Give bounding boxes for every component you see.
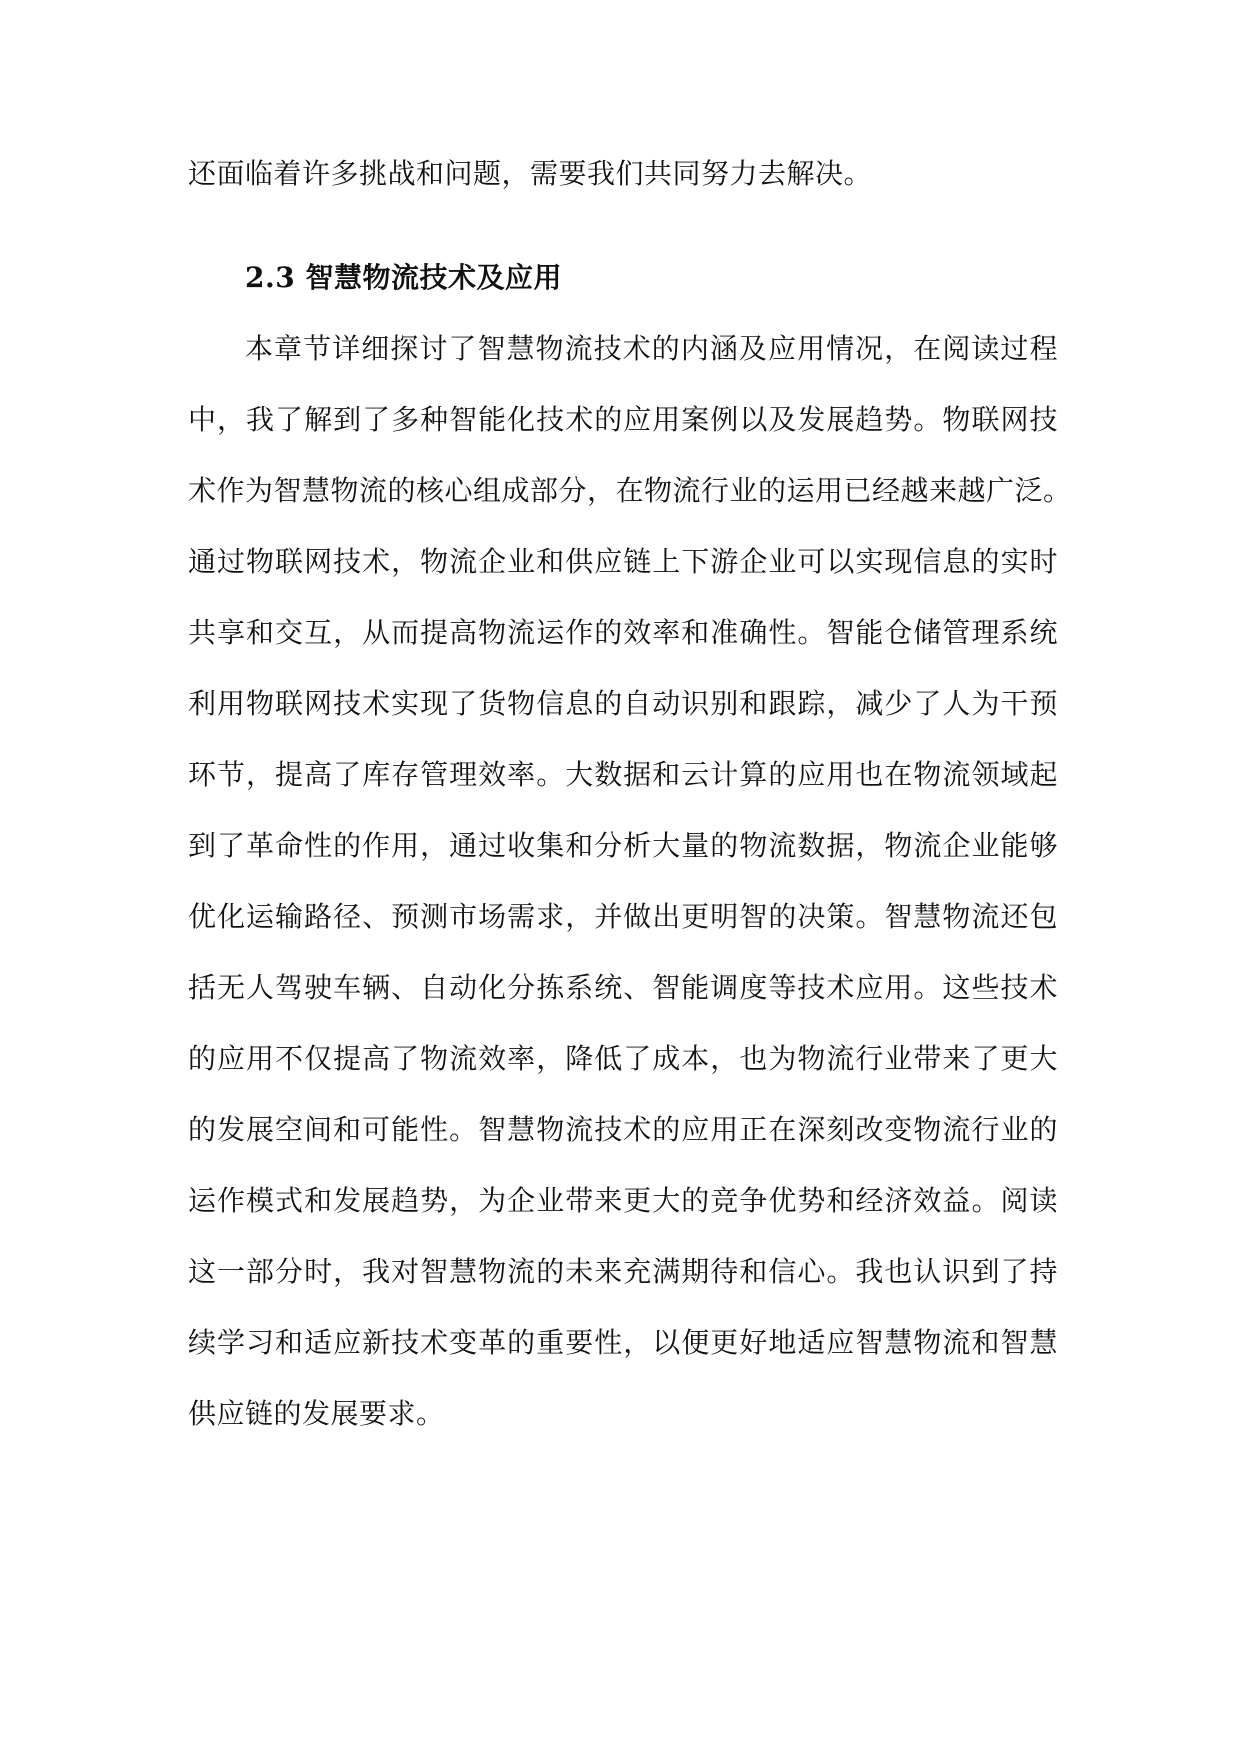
paragraph-line: 优化运输路径、预测市场需求，并做出更明智的决策。智慧物流还包 — [188, 900, 1058, 933]
paragraph-line: 续学习和适应新技术变革的重要性，以便更好地适应智慧物流和智慧 — [188, 1326, 1058, 1359]
intro-text-line: 还面临着许多挑战和问题，需要我们共同努力去解决。 — [188, 157, 873, 190]
paragraph-line: 的发展空间和可能性。智慧物流技术的应用正在深刻改变物流行业的 — [188, 1113, 1058, 1146]
paragraph-line: 括无人驾驶车辆、自动化分拣系统、智能调度等技术应用。这些技术 — [188, 971, 1058, 1004]
paragraph-line: 中，我了解到了多种智能化技术的应用案例以及发展趋势。物联网技 — [188, 403, 1058, 436]
paragraph-line: 术作为智慧物流的核心组成部分，在物流行业的运用已经越来越广泛。 — [188, 474, 1072, 507]
paragraph-line: 这一部分时，我对智慧物流的未来充满期待和信心。我也认识到了持 — [188, 1255, 1058, 1288]
paragraph-line: 的应用不仅提高了物流效率，降低了成本，也为物流行业带来了更大 — [188, 1042, 1058, 1075]
paragraph-line: 共享和交互，从而提高物流运作的效率和准确性。智能仓储管理系统 — [188, 616, 1058, 649]
paragraph-line: 运作模式和发展趋势，为企业带来更大的竞争优势和经济效益。阅读 — [188, 1184, 1058, 1217]
paragraph-line: 环节，提高了库存管理效率。大数据和云计算的应用也在物流领域起 — [188, 758, 1058, 791]
paragraph-line: 到了革命性的作用，通过收集和分析大量的物流数据，物流企业能够 — [188, 829, 1058, 862]
paragraph-line: 本章节详细探讨了智慧物流技术的内涵及应用情况，在阅读过程 — [245, 332, 1058, 365]
section-heading — [245, 258, 562, 298]
paragraph-line: 通过物联网技术，物流企业和供应链上下游企业可以实现信息的实时 — [188, 545, 1058, 578]
paragraph-line: 利用物联网技术实现了货物信息的自动识别和跟踪，减少了人为干预 — [188, 687, 1058, 720]
section-number: 2.3 — [245, 261, 296, 294]
section-title: 智慧物流技术及应用 — [305, 261, 562, 294]
paragraph-line: 供应链的发展要求。 — [188, 1397, 445, 1430]
